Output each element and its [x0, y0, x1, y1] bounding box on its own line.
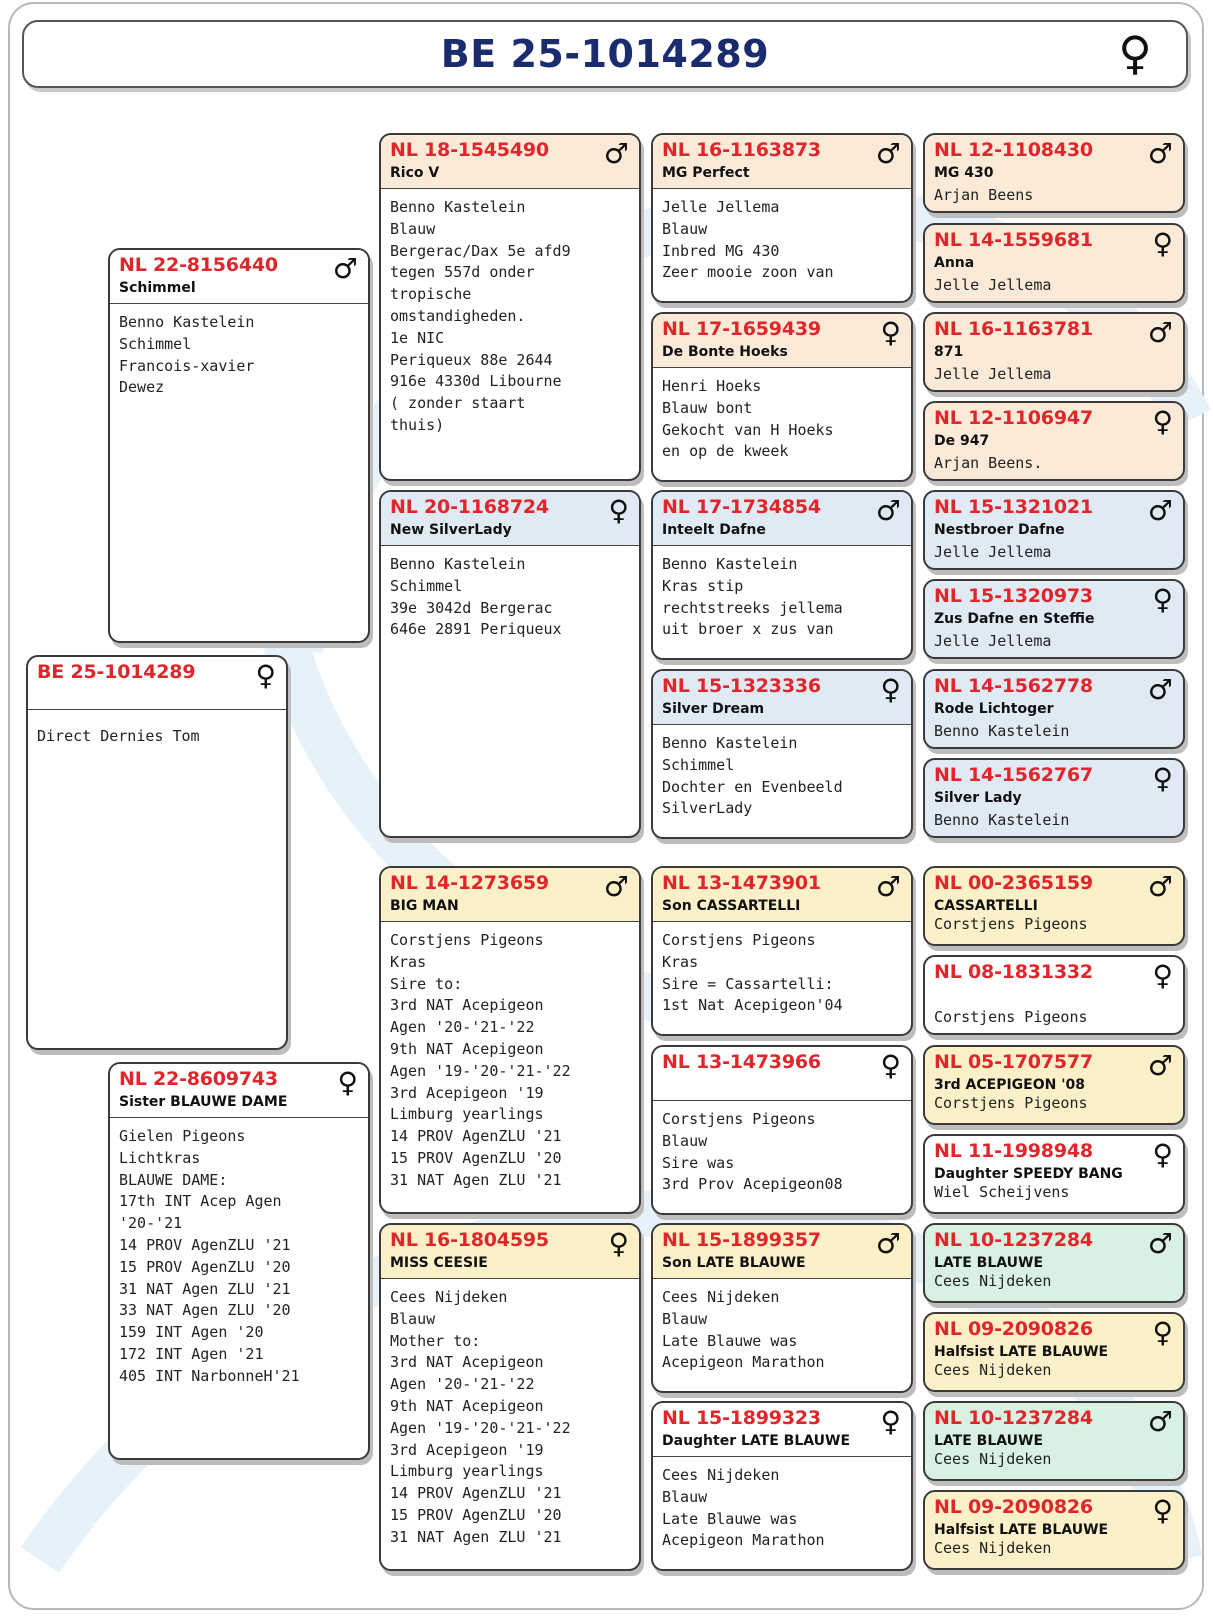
- male-icon: ♂: [332, 252, 358, 285]
- great-grandparent-details: Benno Kastelein Schimmel Dochter en Evenbeeld SilverLady: [662, 734, 843, 818]
- female-icon: ♀: [1152, 583, 1173, 616]
- gg-grandparent-name: Rode Lichtoger: [934, 701, 1054, 717]
- male-icon: ♂: [603, 137, 629, 170]
- male-icon: ♂: [875, 137, 901, 170]
- gg-grandparent-name: Nestbroer Dafne: [934, 522, 1065, 538]
- female-icon: ♀: [1118, 26, 1152, 80]
- male-icon: ♂: [1147, 870, 1173, 903]
- gg-grandparent-name: LATE BLAUWE: [934, 1433, 1044, 1449]
- sire-details: Benno Kastelein Schimmel Francois-xavier Dewez: [119, 313, 255, 397]
- gg-grandparent-name: LATE BLAUWE: [934, 1255, 1044, 1271]
- gg-grandparent-ring: NL 00-2365159: [934, 872, 1093, 894]
- grandparent-name: New SilverLady: [390, 522, 512, 538]
- great-grandparent-details: Henri Hoeks Blauw bont Gekocht van H Hoeks en op de kweek: [662, 377, 834, 461]
- great-grandparent-name: Daughter LATE BLAUWE: [662, 1433, 851, 1449]
- gg-grandparent-breeder: Corstjens Pigeons: [934, 1008, 1088, 1026]
- gg-grandparent-name: CASSARTELLI: [934, 898, 1038, 914]
- gg-grandparent-breeder: Cees Nijdeken: [934, 1272, 1052, 1290]
- great-grandparent-card[interactable]: [651, 1045, 913, 1215]
- gg-grandparent-ring: NL 16-1163781: [934, 318, 1093, 340]
- great-grandparent-name: Son LATE BLAUWE: [662, 1255, 806, 1271]
- great-grandparent-name: MG Perfect: [662, 165, 750, 181]
- female-icon: ♀: [1152, 227, 1173, 260]
- male-icon: ♂: [875, 494, 901, 527]
- subject-ring: BE 25-1014289: [37, 661, 196, 683]
- gg-grandparent-card[interactable]: [923, 1045, 1185, 1125]
- granddam-maternal-card[interactable]: [379, 1223, 641, 1571]
- granddam-paternal-card[interactable]: [379, 490, 641, 838]
- great-grandparent-card[interactable]: [651, 669, 913, 839]
- dam-ring: NL 22-8609743: [119, 1068, 278, 1090]
- gg-grandparent-breeder: Benno Kastelein: [934, 722, 1070, 740]
- subject-details: Direct Dernies Tom: [37, 727, 200, 745]
- gg-grandparent-ring: NL 08-1831332: [934, 961, 1093, 983]
- grandsire-maternal-card[interactable]: [379, 866, 641, 1214]
- male-icon: ♂: [603, 870, 629, 903]
- male-icon: ♂: [1147, 494, 1173, 527]
- gg-grandparent-card[interactable]: [923, 955, 1185, 1035]
- female-icon: ♀: [1152, 1138, 1173, 1171]
- great-grandparent-ring: NL 15-1323336: [662, 675, 821, 697]
- great-grandparent-details: Cees Nijdeken Blauw Late Blauwe was Acepigeon Marathon: [662, 1288, 825, 1372]
- great-grandparent-ring: NL 15-1899357: [662, 1229, 821, 1251]
- grandparent-name: MISS CEESIE: [390, 1255, 488, 1271]
- great-grandparent-ring: NL 16-1163873: [662, 139, 821, 161]
- gg-grandparent-breeder: Wiel Scheijvens: [934, 1183, 1070, 1201]
- male-icon: ♂: [1147, 316, 1173, 349]
- gg-grandparent-card[interactable]: [923, 669, 1185, 749]
- great-grandparent-ring: NL 13-1473901: [662, 872, 821, 894]
- grandparent-ring: NL 14-1273659: [390, 872, 549, 894]
- gg-grandparent-ring: NL 05-1707577: [934, 1051, 1093, 1073]
- gg-grandparent-ring: NL 10-1237284: [934, 1229, 1093, 1251]
- great-grandparent-details: Jelle Jellema Blauw Inbred MG 430 Zeer mooie zoon van: [662, 198, 834, 282]
- gg-grandparent-breeder: Benno Kastelein: [934, 811, 1070, 829]
- great-grandparent-ring: NL 15-1899323: [662, 1407, 821, 1429]
- female-icon: ♀: [880, 316, 901, 349]
- pedigree-header: [22, 20, 1188, 88]
- gg-grandparent-ring: NL 11-1998948: [934, 1140, 1093, 1162]
- dam-details: Gielen Pigeons Lichtkras BLAUWE DAME: 17th INT Acep Agen '20-'21 14 PROV AgenZLU '21 15 PROV AgenZLU '20 31 NAT Agen ZLU '21 33 NAT Agen ZLU '20 159 INT Agen '20 172 INT Agen '21 405 INT NarbonneH'21: [119, 1127, 300, 1385]
- female-icon: ♀: [608, 494, 629, 527]
- male-icon: ♂: [875, 870, 901, 903]
- gg-grandparent-card[interactable]: [923, 866, 1185, 946]
- female-icon: ♀: [608, 1227, 629, 1260]
- gg-grandparent-ring: NL 09-2090826: [934, 1318, 1093, 1340]
- sire-card[interactable]: [108, 248, 370, 643]
- male-icon: ♂: [1147, 673, 1173, 706]
- great-grandparent-name: De Bonte Hoeks: [662, 344, 788, 360]
- male-icon: ♂: [1147, 137, 1173, 170]
- female-icon: ♀: [337, 1066, 358, 1099]
- male-icon: ♂: [1147, 1049, 1173, 1082]
- gg-grandparent-name: Daughter SPEEDY BANG: [934, 1166, 1123, 1182]
- gg-grandparent-card[interactable]: [923, 1401, 1185, 1481]
- gg-grandparent-breeder: Arjan Beens.: [934, 454, 1043, 472]
- male-icon: ♂: [875, 1227, 901, 1260]
- great-grandparent-details: Benno Kastelein Kras stip rechtstreeks jellema uit broer x zus van: [662, 555, 843, 639]
- male-icon: ♂: [1147, 1405, 1173, 1438]
- female-icon: ♀: [1152, 1494, 1173, 1527]
- great-grandparent-card[interactable]: [651, 133, 913, 303]
- pedigree-title: BE 25-1014289: [440, 32, 770, 76]
- gg-grandparent-card[interactable]: [923, 401, 1185, 481]
- great-grandparent-card[interactable]: [651, 490, 913, 660]
- gg-grandparent-ring: NL 14-1562767: [934, 764, 1093, 786]
- dam-name: Sister BLAUWE DAME: [119, 1094, 288, 1110]
- gg-grandparent-breeder: Cees Nijdeken: [934, 1361, 1052, 1379]
- gg-grandparent-card[interactable]: [923, 1223, 1185, 1303]
- gg-grandparent-card[interactable]: [923, 1134, 1185, 1214]
- gg-grandparent-name: Anna: [934, 255, 975, 271]
- grandsire-paternal-card[interactable]: [379, 133, 641, 481]
- gg-grandparent-card[interactable]: [923, 1490, 1185, 1570]
- sire-ring: NL 22-8156440: [119, 254, 278, 276]
- grandparent-details: Corstjens Pigeons Kras Sire to: 3rd NAT Acepigeon Agen '20-'21-'22 9th NAT Acepigeon Agen '19-'20-'21-'22 3rd Acepigeon '19 Limburg yearlings 14 PROV AgenZLU '21 15 PROV AgenZLU '20 31 NAT Agen ZLU '21: [390, 931, 571, 1189]
- gg-grandparent-card[interactable]: [923, 490, 1185, 570]
- great-grandparent-details: Cees Nijdeken Blauw Late Blauwe was Acepigeon Marathon: [662, 1466, 825, 1550]
- gg-grandparent-name: 3rd ACEPIGEON '08: [934, 1077, 1085, 1093]
- gg-grandparent-card[interactable]: [923, 758, 1185, 838]
- female-icon: ♀: [880, 1405, 901, 1438]
- female-icon: ♀: [880, 1049, 901, 1082]
- gg-grandparent-breeder: Corstjens Pigeons: [934, 1094, 1088, 1112]
- gg-grandparent-name: MG 430: [934, 165, 994, 181]
- gg-grandparent-card[interactable]: [923, 579, 1185, 659]
- gg-grandparent-breeder: Jelle Jellema: [934, 632, 1052, 650]
- great-grandparent-details: Corstjens Pigeons Kras Sire = Cassartelli: 1st Nat Acepigeon'04: [662, 931, 843, 1015]
- gg-grandparent-ring: NL 12-1108430: [934, 139, 1093, 161]
- gg-grandparent-ring: NL 09-2090826: [934, 1496, 1093, 1518]
- gg-grandparent-ring: NL 14-1562778: [934, 675, 1093, 697]
- grandparent-name: Rico V: [390, 165, 440, 181]
- gg-grandparent-name: Halfsist LATE BLAUWE: [934, 1522, 1109, 1538]
- great-grandparent-card[interactable]: [651, 866, 913, 1036]
- sire-name: Schimmel: [119, 280, 196, 296]
- great-grandparent-card[interactable]: [651, 1401, 913, 1571]
- male-icon: ♂: [1147, 1227, 1173, 1260]
- gg-grandparent-name: Silver Lady: [934, 790, 1022, 806]
- gg-grandparent-card[interactable]: [923, 312, 1185, 392]
- grandparent-details: Cees Nijdeken Blauw Mother to: 3rd NAT Acepigeon Agen '20-'21-'22 9th NAT Acepigeon Agen '19-'20-'21-'22 3rd Acepigeon '19 Limburg yearlings 14 PROV AgenZLU '21 15 PROV AgenZLU '20 31 NAT Agen ZLU '21: [390, 1288, 571, 1546]
- female-icon: ♀: [255, 659, 276, 692]
- gg-grandparent-card[interactable]: [923, 1312, 1185, 1392]
- gg-grandparent-ring: NL 14-1559681: [934, 229, 1093, 251]
- female-icon: ♀: [880, 673, 901, 706]
- great-grandparent-ring: NL 17-1734854: [662, 496, 821, 518]
- gg-grandparent-ring: NL 15-1321021: [934, 496, 1093, 518]
- grandparent-ring: NL 20-1168724: [390, 496, 549, 518]
- gg-grandparent-name: De 947: [934, 433, 990, 449]
- subject-card[interactable]: [26, 655, 288, 1050]
- gg-grandparent-name: Halfsist LATE BLAUWE: [934, 1344, 1109, 1360]
- female-icon: ♀: [1152, 762, 1173, 795]
- great-grandparent-name: Inteelt Dafne: [662, 522, 766, 538]
- gg-grandparent-ring: NL 15-1320973: [934, 585, 1093, 607]
- gg-grandparent-ring: NL 10-1237284: [934, 1407, 1093, 1429]
- great-grandparent-ring: NL 13-1473966: [662, 1051, 821, 1073]
- great-grandparent-name: Silver Dream: [662, 701, 765, 717]
- gg-grandparent-breeder: Arjan Beens: [934, 186, 1034, 204]
- gg-grandparent-breeder: Jelle Jellema: [934, 276, 1052, 294]
- female-icon: ♀: [1152, 1316, 1173, 1349]
- gg-grandparent-breeder: Cees Nijdeken: [934, 1450, 1052, 1468]
- gg-grandparent-card[interactable]: [923, 223, 1185, 303]
- gg-grandparent-name: Zus Dafne en Steffie: [934, 611, 1095, 627]
- female-icon: ♀: [1152, 405, 1173, 438]
- grandparent-name: BIG MAN: [390, 898, 459, 914]
- gg-grandparent-name: 871: [934, 344, 964, 360]
- gg-grandparent-breeder: Jelle Jellema: [934, 365, 1052, 383]
- great-grandparent-details: Corstjens Pigeons Blauw Sire was 3rd Prov Acepigeon08: [662, 1110, 843, 1194]
- gg-grandparent-breeder: Jelle Jellema: [934, 543, 1052, 561]
- grandparent-details: Benno Kastelein Schimmel 39e 3042d Bergerac 646e 2891 Periqueux: [390, 555, 562, 639]
- grandparent-ring: NL 16-1804595: [390, 1229, 549, 1251]
- gg-grandparent-breeder: Cees Nijdeken: [934, 1539, 1052, 1557]
- dam-card[interactable]: [108, 1062, 370, 1460]
- great-grandparent-name: Son CASSARTELLI: [662, 898, 801, 914]
- grandparent-details: Benno Kastelein Blauw Bergerac/Dax 5e afd9 tegen 557d onder tropische omstandigheden. 1e NIC Periqueux 88e 2644 916e 4330d Libourne ( zonder staart thuis): [390, 198, 571, 434]
- great-grandparent-card[interactable]: [651, 312, 913, 482]
- grandparent-ring: NL 18-1545490: [390, 139, 549, 161]
- gg-grandparent-ring: NL 12-1106947: [934, 407, 1093, 429]
- gg-grandparent-card[interactable]: [923, 133, 1185, 213]
- great-grandparent-ring: NL 17-1659439: [662, 318, 821, 340]
- gg-grandparent-breeder: Corstjens Pigeons: [934, 915, 1088, 933]
- great-grandparent-card[interactable]: [651, 1223, 913, 1393]
- female-icon: ♀: [1152, 959, 1173, 992]
